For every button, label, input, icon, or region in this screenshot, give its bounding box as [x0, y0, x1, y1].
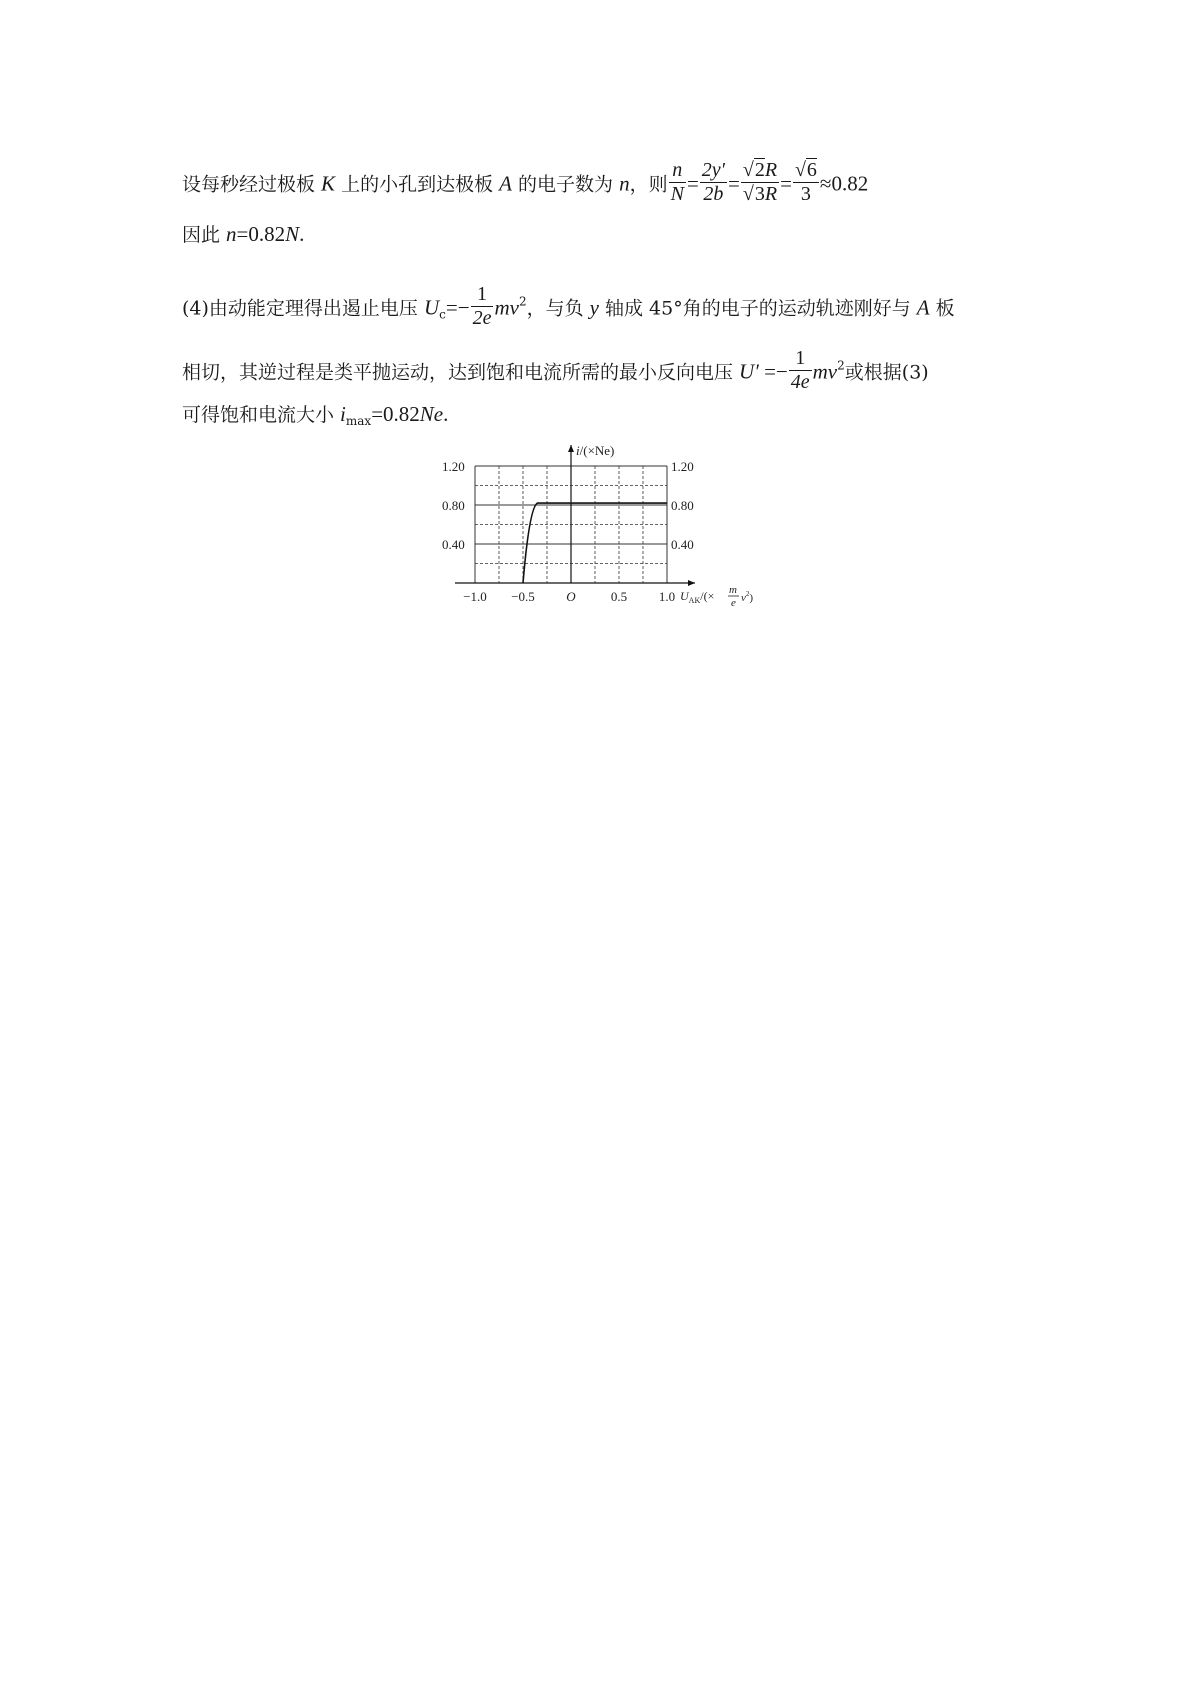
fraction-n-over-N: $\frac{n}{N}$ [670, 159, 684, 205]
line1-text-3: 的电子数为 [511, 173, 620, 196]
equals-minus: =− [445, 295, 470, 320]
x-tick-label: −0.5 [511, 589, 535, 604]
var-U: U [423, 295, 440, 320]
line1-text: 设每秒经过极板 [182, 173, 322, 196]
var-y: y [589, 295, 599, 320]
var-A: A [916, 295, 930, 320]
line3-mid-2: 轴成 45°角的电子的运动轨迹刚好与 [598, 297, 917, 320]
var-A: A [499, 171, 512, 196]
var-mv: mv [812, 359, 838, 384]
fraction-2y-over-2b: $\frac{2y'}{2b}$ [701, 159, 726, 205]
current-voltage-chart [440, 440, 760, 610]
x-tick-label: 1.0 [658, 589, 676, 604]
x-label-v: $v^2$) [741, 590, 754, 604]
superscript-2: 2 [837, 358, 845, 373]
y-tick-label-right: 1.20 [671, 459, 694, 474]
x-axis-label: $U_{AK}/(\times$ [680, 589, 715, 605]
solution-line-2 [182, 224, 304, 245]
y-tick-label-left: 0.80 [442, 498, 465, 513]
line1-text-4: ，则 [629, 173, 668, 196]
y-tick-label-right: 0.80 [671, 498, 694, 513]
x-tick-label: O [566, 589, 576, 604]
line2-text: 因此 [182, 224, 227, 246]
var-mv: mv [494, 295, 519, 320]
x-tick-label: 0.5 [610, 589, 628, 604]
line5-prefix: 可得饱和电流大小 [182, 404, 341, 426]
equals-sign: = [686, 171, 699, 196]
equals-sign: = [780, 171, 792, 196]
line4-end: 或根据(3) [844, 361, 929, 384]
equals-minus: =− [758, 359, 788, 384]
line5-value: =0.82 [371, 402, 420, 426]
approx-value: ≈0.82 [819, 171, 869, 196]
line3-end: 板 [929, 297, 955, 320]
fraction-sqrt6-over-3: $\frac{√6}{3}$ [794, 159, 817, 205]
var-Ne: Ne [419, 402, 444, 426]
y-tick-label-right: 0.40 [671, 537, 694, 552]
solution-line-5 [182, 404, 448, 427]
line4-prefix: 相切，其逆过程是类平抛运动，达到饱和电流所需的最小反向电压 [182, 361, 740, 384]
subscript-c: c [439, 307, 446, 322]
x-label-frac-num: m [729, 584, 737, 596]
var-U-prime: U′ [739, 359, 759, 384]
solution-line-4 [182, 347, 929, 396]
y-axis-arrow [568, 445, 574, 452]
x-axis-arrow [688, 580, 695, 586]
line2-value: =0.82 [236, 222, 286, 246]
line3-prefix: (4)由动能定理得出遏止电压 [182, 297, 424, 320]
var-i: i [340, 402, 346, 426]
var-N: N [285, 222, 300, 246]
period: . [299, 222, 305, 246]
period: . [443, 402, 449, 426]
subscript-max: max [345, 414, 372, 428]
var-n: n [226, 222, 237, 246]
y-axis-label: i/(×Ne) [576, 443, 615, 458]
superscript-2: 2 [518, 294, 527, 309]
line1-text-2: 上的小孔到达极板 [335, 173, 500, 196]
solution-line-3 [182, 283, 955, 332]
var-K: K [321, 171, 336, 196]
y-tick-label-left: 0.40 [442, 537, 465, 552]
fraction-sqrt2R-over-sqrt3R: $\frac{√2R}{√3R}$ [742, 159, 778, 205]
var-n: n [619, 171, 630, 196]
y-tick-label-left: 1.20 [442, 459, 465, 474]
x-label-frac-den: e [731, 597, 736, 609]
fraction-1-over-2e: $\frac{1}{2e}$ [472, 283, 492, 329]
solution-line-1 [182, 159, 869, 208]
x-tick-label: −1.0 [463, 589, 487, 604]
equals-sign: = [728, 171, 740, 196]
fraction-1-over-4e: $\frac{1}{4e}$ [790, 347, 810, 393]
line3-mid: ，与负 [526, 297, 590, 320]
